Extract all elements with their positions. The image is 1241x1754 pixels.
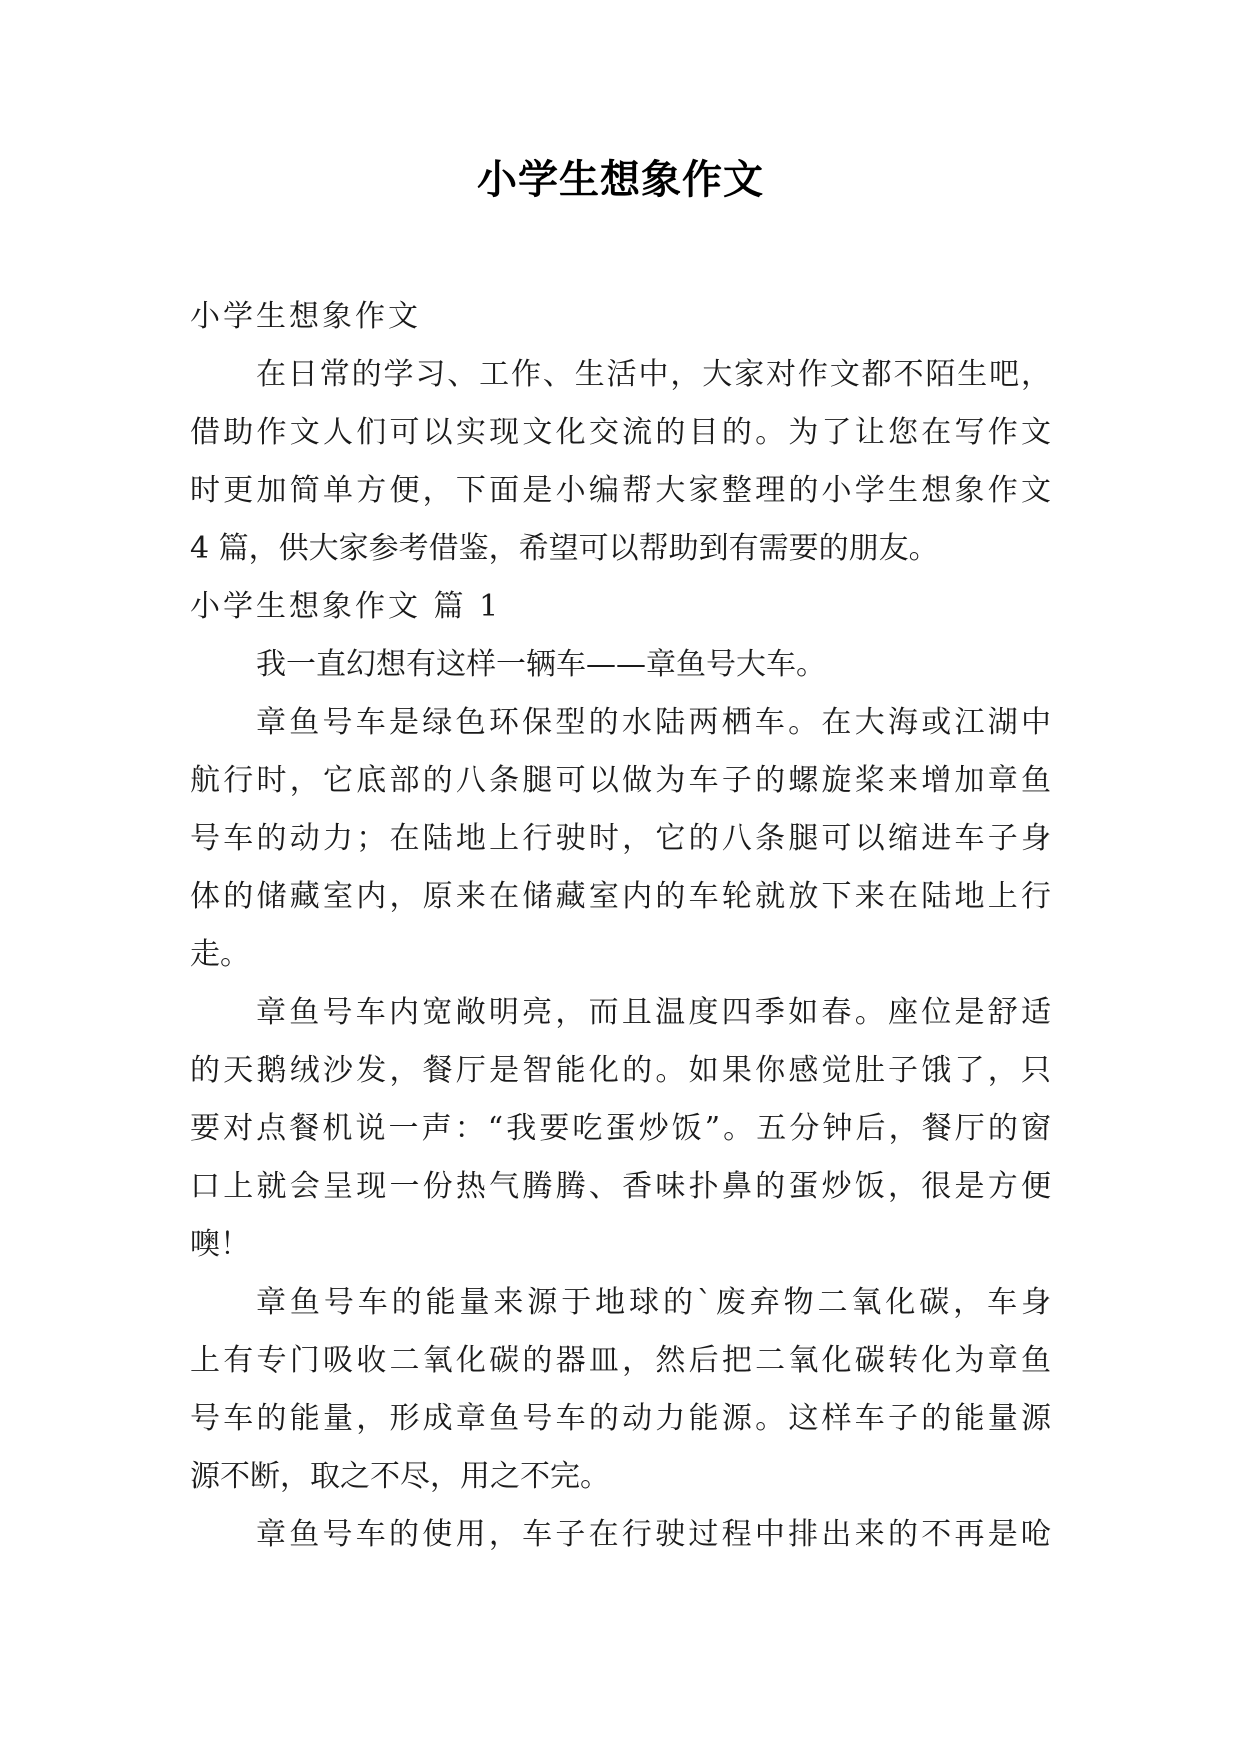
- paragraph-line: 号车的动力；在陆地上行驶时，它的八条腿可以缩进车子身: [190, 821, 1051, 856]
- paragraph-line: 口上就会呈现一份热气腾腾、香味扑鼻的蛋炒饭，很是方便: [190, 1169, 1051, 1204]
- paragraph-line: 航行时，它底部的八条腿可以做为车子的螺旋桨来增加章鱼: [190, 763, 1051, 798]
- paragraph-line: 的天鹅绒沙发，餐厅是智能化的。如果你感觉肚子饿了，只: [190, 1053, 1051, 1088]
- paragraph-line: 4 篇，供大家参考借鉴，希望可以帮助到有需要的朋友。: [190, 531, 939, 566]
- paragraph-line: 号车的能量，形成章鱼号车的动力能源。这样车子的能量源: [190, 1401, 1051, 1436]
- paragraph-line: 我一直幻想有这样一辆车——章鱼号大车。: [256, 647, 826, 682]
- section-heading: 小学生想象作文 篇 1: [190, 589, 502, 624]
- paragraph-line: 上有专门吸收二氧化碳的器皿，然后把二氧化碳转化为章鱼: [190, 1343, 1051, 1378]
- paragraph-line: 体的储藏室内，原来在储藏室内的车轮就放下来在陆地上行: [190, 879, 1051, 914]
- paragraph-line: 要对点餐机说一声：“我要吃蛋炒饭”。五分钟后，餐厅的窗: [190, 1111, 1051, 1146]
- paragraph-line: 噢！: [190, 1227, 250, 1262]
- section-heading: 小学生想象作文: [190, 299, 421, 334]
- paragraph-line: 章鱼号车的使用，车子在行驶过程中排出来的不再是呛: [256, 1517, 1051, 1552]
- paragraph-line: 源不断，取之不尽，用之不完。: [190, 1459, 610, 1494]
- paragraph-line: 时更加简单方便，下面是小编帮大家整理的小学生想象作文: [190, 473, 1051, 508]
- paragraph-line: 章鱼号车内宽敞明亮，而且温度四季如春。座位是舒适: [256, 995, 1051, 1030]
- paragraph-line: 走。: [190, 937, 250, 972]
- paragraph-line: 在日常的学习、工作、生活中，大家对作文都不陌生吧，: [256, 357, 1051, 392]
- document-title: 小学生想象作文: [477, 157, 764, 203]
- paragraph-line: 章鱼号车的能量来源于地球的`废弃物二氧化碳，车身: [256, 1285, 1051, 1320]
- document-body: [190, 288, 1051, 1564]
- paragraph-line: 借助作文人们可以实现文化交流的目的。为了让您在写作文: [190, 415, 1051, 450]
- paragraph-line: 章鱼号车是绿色环保型的水陆两栖车。在大海或江湖中: [256, 705, 1051, 740]
